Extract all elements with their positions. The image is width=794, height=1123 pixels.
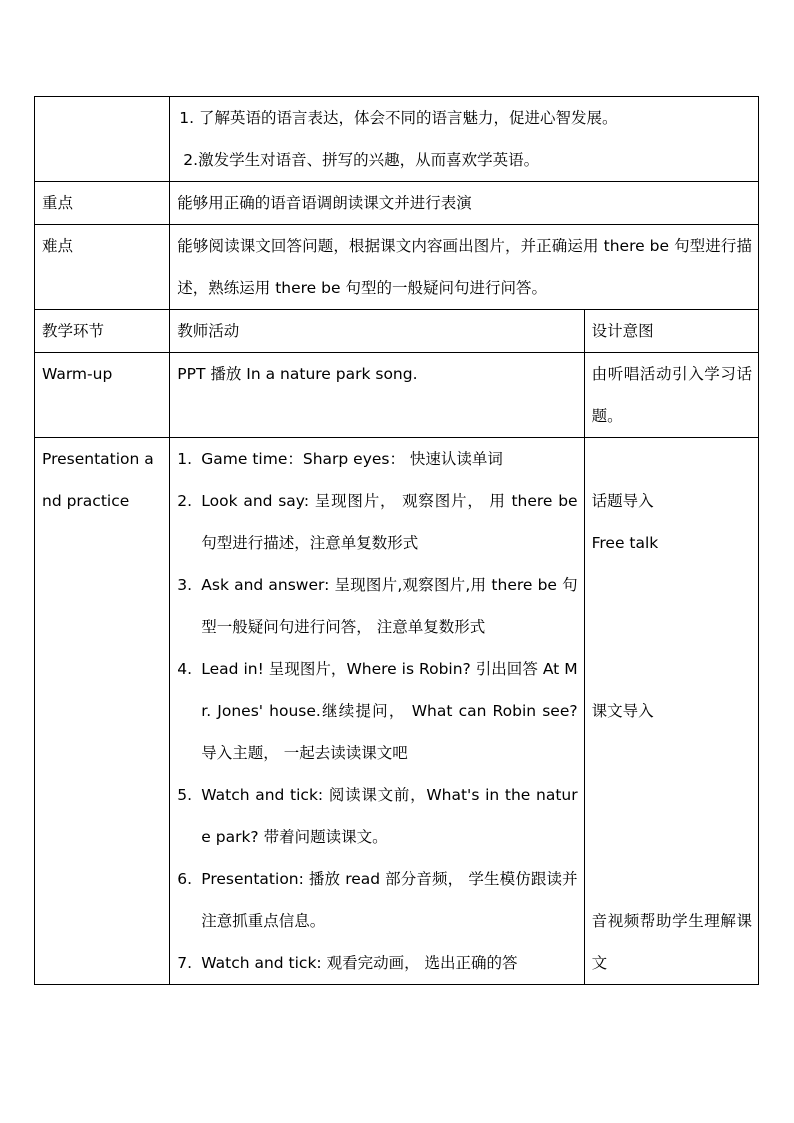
goal-item-2: 2.激发学生对语音、拼写的兴趣，从而喜欢学英语。 <box>183 151 540 169</box>
design-spacer <box>592 732 752 774</box>
activity-number: 2. <box>177 492 193 510</box>
difficulty-row <box>35 225 759 310</box>
goals-row <box>35 97 759 182</box>
activity-text: Watch and tick: 观看完动画， 选出正确的答 <box>201 954 518 972</box>
activity-item <box>177 480 577 564</box>
presentation-activities <box>170 438 584 985</box>
activity-number: 3. <box>177 576 193 594</box>
design-note-topic: 话题导入 <box>591 492 654 510</box>
design-note-text: 课文导入 <box>591 702 654 720</box>
activity-text: Ask and answer: 呈现图片,观察图片,用 there be 句型一般疑问句进行问答， 注意单复数形式 <box>201 576 578 636</box>
design-spacer <box>592 774 752 816</box>
warmup-row <box>35 353 759 438</box>
warmup-design: 由听唱活动引入学习话题。 <box>584 353 758 438</box>
header-teacher: 教师活动 <box>170 310 584 353</box>
activity-item <box>177 942 577 984</box>
design-spacer <box>592 648 752 690</box>
design-note-free-talk: Free talk <box>591 534 659 552</box>
header-design: 设计意图 <box>584 310 758 353</box>
activity-item <box>177 648 577 774</box>
warmup-teacher: PPT 播放 In a nature park song. <box>170 353 584 438</box>
design-note-av: 音视频帮助学生理解课文 <box>591 912 752 972</box>
goals-content-cell <box>170 97 759 182</box>
design-spacer <box>592 606 752 648</box>
activity-text: Lead in! 呈现图片，Where is Robin? 引出回答 At Mr. Jones' house.继续提问， What can Robin see?导入主题， 一起去读读课文吧 <box>201 660 578 762</box>
design-spacer <box>592 564 752 606</box>
activity-number: 6. <box>177 870 193 888</box>
key-point-content: 能够用正确的语音语调朗读课文并进行表演 <box>170 182 759 225</box>
activity-number: 5. <box>177 786 193 804</box>
design-spacer <box>592 438 752 480</box>
difficulty-label: 难点 <box>35 225 170 310</box>
presentation-design <box>584 438 758 985</box>
activity-text: Watch and tick: 阅读课文前，What's in the nature park? 带着问题读课文。 <box>201 786 578 846</box>
activity-text: Game time：Sharp eyes： 快速认读单词 <box>201 450 503 468</box>
header-row <box>35 310 759 353</box>
difficulty-content: 能够阅读课文回答问题，根据课文内容画出图片，并正确运用 there be 句型进行描述，熟练运用 there be 句型的一般疑问句进行问答。 <box>170 225 759 310</box>
activity-item <box>177 858 577 942</box>
presentation-row <box>35 438 759 985</box>
goals-label-cell <box>35 97 170 182</box>
activity-item <box>177 438 577 480</box>
activity-number: 7. <box>177 954 193 972</box>
activity-number: 4. <box>177 660 193 678</box>
warmup-stage: Warm-up <box>35 353 170 438</box>
activity-text: Look and say: 呈现图片， 观察图片， 用 there be 句型进行描述，注意单复数形式 <box>201 492 578 552</box>
activity-number: 1. <box>177 450 193 468</box>
header-stage: 教学环节 <box>35 310 170 353</box>
activity-item <box>177 564 577 648</box>
activity-item <box>177 774 577 858</box>
activity-text: Presentation: 播放 read 部分音频， 学生模仿跟读并注意抓重点信息。 <box>201 870 578 930</box>
presentation-stage: Presentation and practice <box>35 438 170 985</box>
lesson-plan-table <box>34 96 759 985</box>
key-point-label: 重点 <box>35 182 170 225</box>
design-spacer <box>592 858 752 900</box>
goal-item-1: 1. 了解英语的语言表达，体会不同的语言魅力，促进心智发展。 <box>179 109 618 127</box>
design-spacer <box>592 816 752 858</box>
key-point-row <box>35 182 759 225</box>
